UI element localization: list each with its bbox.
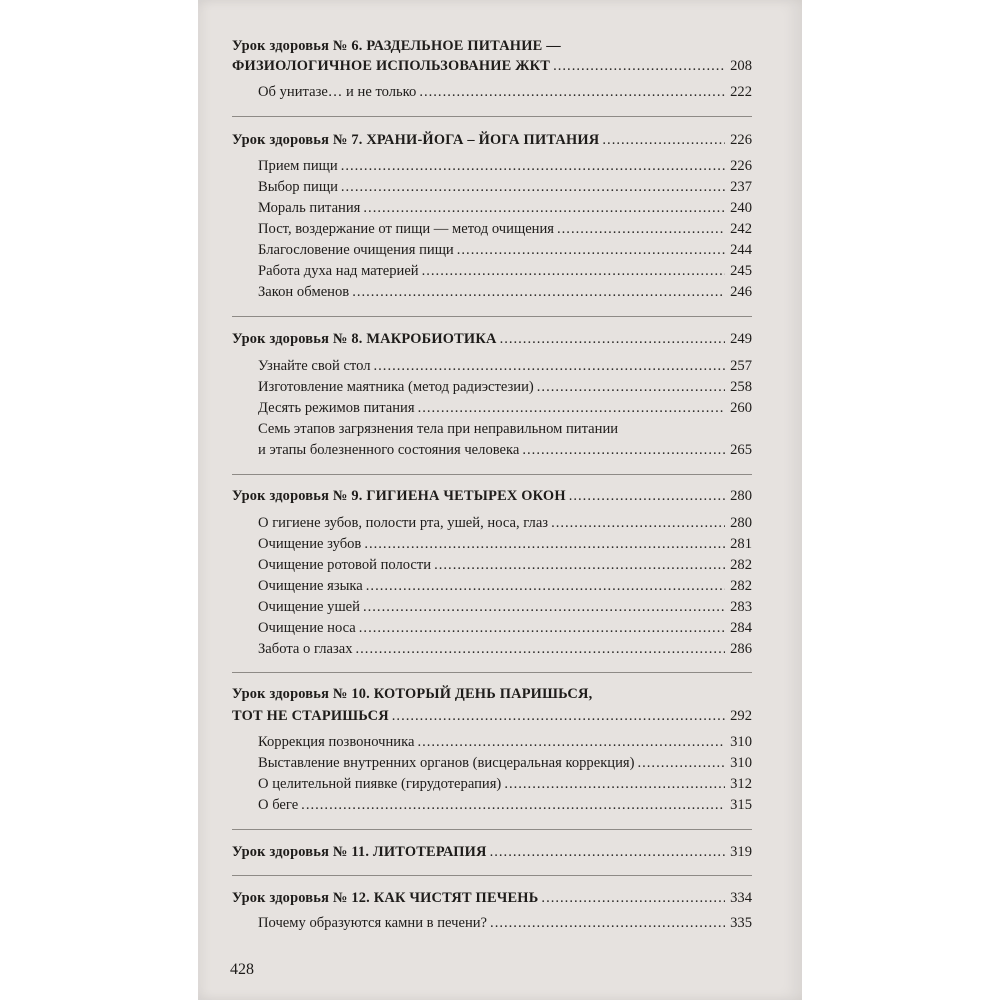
- chapter-6-page: 208: [730, 58, 752, 74]
- chapter-7-title: Урок здоровья № 7. ХРАНИ-ЙОГА – ЙОГА ПИТАНИЯ: [232, 132, 600, 148]
- toc-item-title: Мораль питания: [258, 200, 361, 216]
- dot-leader: [422, 261, 725, 281]
- toc-item-title: Об унитазе… и не только: [258, 84, 417, 100]
- chapter-11-page: 319: [730, 844, 752, 860]
- section-divider: [232, 474, 752, 475]
- toc-item[interactable]: [258, 513, 752, 533]
- toc-item-title: Закон обменов: [258, 284, 350, 300]
- toc-item-title: О беге: [258, 797, 299, 813]
- dot-leader: [352, 282, 725, 302]
- dot-leader: [434, 555, 725, 575]
- toc-item-page: 280: [730, 515, 752, 531]
- dot-leader: [537, 377, 725, 397]
- toc-item[interactable]: [258, 753, 752, 773]
- toc-item-page: 258: [730, 379, 752, 395]
- chapter-9-title: Урок здоровья № 9. ГИГИЕНА ЧЕТЫРЕХ ОКОН: [232, 488, 566, 504]
- toc-item[interactable]: [258, 795, 752, 815]
- section-divider: [232, 829, 752, 830]
- toc-item[interactable]: [258, 156, 752, 176]
- toc-item-page: 246: [730, 284, 752, 300]
- toc-item-title: О гигиене зубов, полости рта, ушей, носа, глаз: [258, 515, 549, 531]
- toc-item-page: 335: [730, 915, 752, 931]
- toc-item-page: 240: [730, 200, 752, 216]
- toc-item-page: 281: [730, 536, 752, 552]
- toc-item-title: Очищение языка: [258, 578, 363, 594]
- toc-item[interactable]: [258, 440, 752, 460]
- chapter-7-entry[interactable]: [232, 130, 752, 150]
- chapter-6-entry[interactable]: [232, 56, 752, 76]
- toc-item-page: 283: [730, 599, 752, 615]
- dot-leader: [374, 356, 726, 376]
- toc-item[interactable]: [258, 618, 752, 638]
- toc-item-title: Очищение зубов: [258, 536, 362, 552]
- toc-item-page: 226: [730, 158, 752, 174]
- toc-item[interactable]: [258, 576, 752, 596]
- toc-item-page: 312: [730, 776, 752, 792]
- toc-item[interactable]: [258, 282, 752, 302]
- dot-leader: [569, 486, 725, 506]
- chapter-12-title: Урок здоровья № 12. КАК ЧИСТЯТ ПЕЧЕНЬ: [232, 890, 539, 906]
- chapter-7-page: 226: [730, 132, 752, 148]
- toc-item-page: 222: [730, 84, 752, 100]
- toc-item-page: 237: [730, 179, 752, 195]
- dot-leader: [418, 398, 725, 418]
- chapter-9-page: 280: [730, 488, 752, 504]
- dot-leader: [602, 130, 725, 150]
- chapter-8-page: 249: [730, 331, 752, 347]
- dot-leader: [366, 576, 725, 596]
- chapter-10-page: 292: [730, 708, 752, 724]
- dot-leader: [551, 513, 725, 533]
- toc-item-title: Семь этапов загрязнения тела при неправильном питании: [258, 421, 619, 437]
- toc-item[interactable]: [258, 219, 752, 239]
- dot-leader: [341, 156, 725, 176]
- section-divider: [232, 672, 752, 673]
- dot-leader: [553, 56, 725, 76]
- toc-item-title: Очищение ушей: [258, 599, 360, 615]
- chapter-12-page: 334: [730, 890, 752, 906]
- toc-item-title: Очищение носа: [258, 620, 356, 636]
- toc-item-page: 265: [730, 442, 752, 458]
- toc-item[interactable]: [258, 913, 752, 933]
- toc-item-title: Пост, воздержание от пищи — метод очищения: [258, 221, 554, 237]
- chapter-11-entry[interactable]: [232, 842, 752, 862]
- dot-leader: [341, 177, 725, 197]
- dot-leader: [490, 842, 725, 862]
- dot-leader: [419, 82, 725, 102]
- toc-item[interactable]: [258, 774, 752, 794]
- toc-item[interactable]: [258, 261, 752, 281]
- chapter-10-title-line-1: Урок здоровья № 10. КОТОРЫЙ ДЕНЬ ПАРИШЬСЯ,: [232, 686, 593, 702]
- section-divider: [232, 875, 752, 876]
- dot-leader: [363, 597, 725, 617]
- toc-item[interactable]: [258, 198, 752, 218]
- dot-leader: [500, 329, 725, 349]
- chapter-12-entry[interactable]: [232, 888, 752, 908]
- section-divider: [232, 316, 752, 317]
- dot-leader: [356, 639, 726, 659]
- toc-item-title: Коррекция позвоночника: [258, 734, 415, 750]
- section-divider: [232, 116, 752, 117]
- toc-item-page: 245: [730, 263, 752, 279]
- dot-leader: [457, 240, 725, 260]
- toc-item-title: Почему образуются камни в печени?: [258, 915, 488, 931]
- toc-item[interactable]: [258, 597, 752, 617]
- toc-item-title: Изготовление маятника (метод радиэстезии): [258, 379, 534, 395]
- chapter-6-title-line-1: Урок здоровья № 6. РАЗДЕЛЬНОЕ ПИТАНИЕ —: [232, 38, 561, 54]
- toc-item[interactable]: [258, 534, 752, 554]
- chapter-8-entry[interactable]: [232, 329, 752, 349]
- dot-leader: [637, 753, 725, 773]
- toc-item-multiline-first[interactable]: [258, 419, 752, 439]
- dot-leader: [301, 795, 725, 815]
- toc-item-title: Прием пищи: [258, 158, 338, 174]
- toc-item[interactable]: [258, 639, 752, 659]
- toc-item-page: 315: [730, 797, 752, 813]
- toc-item[interactable]: [258, 555, 752, 575]
- toc-item[interactable]: [258, 732, 752, 752]
- chapter-10-title-line-2: ТОТ НЕ СТАРИШЬСЯ: [232, 708, 389, 724]
- toc-item-page: 286: [730, 641, 752, 657]
- dot-leader: [490, 913, 725, 933]
- toc-item[interactable]: [258, 398, 752, 418]
- toc-item-title: Узнайте свой стол: [258, 358, 371, 374]
- dot-leader: [392, 706, 725, 726]
- toc-item-page: 244: [730, 242, 752, 258]
- dot-leader: [359, 618, 725, 638]
- toc-item-page: 260: [730, 400, 752, 416]
- chapter-8-title: Урок здоровья № 8. МАКРОБИОТИКА: [232, 331, 497, 347]
- toc-item-page: 257: [730, 358, 752, 374]
- dot-leader: [364, 534, 725, 554]
- chapter-11-title: Урок здоровья № 11. ЛИТОТЕРАПИЯ: [232, 844, 487, 860]
- toc-item-page: 310: [730, 755, 752, 771]
- toc-item-title: Очищение ротовой полости: [258, 557, 432, 573]
- dot-leader: [541, 888, 725, 908]
- toc-item-title: О целительной пиявке (гирудотерапия): [258, 776, 502, 792]
- dot-leader: [363, 198, 725, 218]
- toc-item-page: 242: [730, 221, 752, 237]
- toc-item-page: 282: [730, 578, 752, 594]
- toc-item-title: Забота о глазах: [258, 641, 353, 657]
- toc-item-title: Благословение очищения пищи: [258, 242, 454, 258]
- toc-item-title: Выбор пищи: [258, 179, 338, 195]
- dot-leader: [557, 219, 725, 239]
- chapter-10-entry[interactable]: [232, 706, 752, 726]
- chapter-9-entry[interactable]: [232, 486, 752, 506]
- toc-item-page: 310: [730, 734, 752, 750]
- dot-leader: [417, 732, 725, 752]
- dot-leader: [504, 774, 725, 794]
- toc-item[interactable]: [258, 177, 752, 197]
- toc-item[interactable]: [258, 356, 752, 376]
- toc-item-title: Десять режимов питания: [258, 400, 415, 416]
- toc-item-page: 284: [730, 620, 752, 636]
- toc-item[interactable]: [258, 377, 752, 397]
- toc-item-title-continued: и этапы болезненного состояния человека: [258, 442, 520, 458]
- toc-item-title: Работа духа над материей: [258, 263, 419, 279]
- page-number: 428: [230, 961, 254, 978]
- toc-item[interactable]: [258, 240, 752, 260]
- chapter-6-title-line-2: ФИЗИОЛОГИЧНОЕ ИСПОЛЬЗОВАНИЕ ЖКТ: [232, 58, 551, 74]
- toc-item-page: 282: [730, 557, 752, 573]
- toc-item-title: Выставление внутренних органов (висцеральная коррекция): [258, 755, 635, 771]
- dot-leader: [522, 440, 725, 460]
- toc-item[interactable]: [258, 82, 752, 102]
